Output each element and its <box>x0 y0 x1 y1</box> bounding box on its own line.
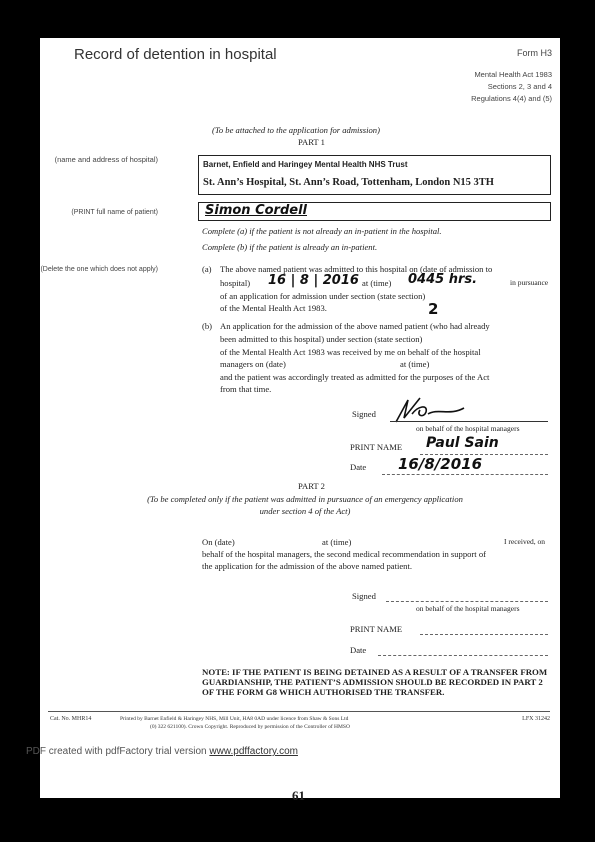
option-a-line1: The above named patient was admitted to this hospital on (date of admission to <box>220 264 493 274</box>
date-line-1 <box>382 474 548 475</box>
admission-time: 0445 hrs. <box>408 272 478 287</box>
delete-label: (Delete the one which does not apply) <box>40 266 158 273</box>
date-line-2 <box>378 655 548 656</box>
hospital-trust: Barnet, Enfield and Haringey Mental Health NHS Trust <box>203 160 408 169</box>
hospital-address: St. Ann’s Hospital, St. Ann’s Road, Tottenham, London N15 3TH <box>203 177 494 188</box>
option-a-line3: of an application for admission under section (state section) <box>220 291 426 301</box>
attach-note: (To be attached to the application for admission) <box>212 125 380 135</box>
form-title: Record of detention in hospital <box>74 46 277 63</box>
section-number: 2 <box>428 300 439 318</box>
date-label-1: Date <box>350 462 367 472</box>
signed-line-1 <box>390 421 548 422</box>
option-b-marker: (b) <box>202 321 213 331</box>
signed-label-2: Signed <box>352 591 376 601</box>
transfer-note: NOTE: IF THE PATIENT IS BEING DETAINED AS A RESULT OF A TRANSFER FROM GUARDIANSHIP, THE PATIENT’S ADMISSION SHOULD BE RECORDED IN PART 2 OF THE FORM G8 WHICH AUTHORISED THE TRANSFER. <box>202 667 548 697</box>
act-line-2: Sections 2, 3 and 4 <box>487 82 552 91</box>
pdf-notice-link[interactable]: www.pdffactory.com <box>209 746 298 757</box>
option-b-line1: An application for the admission of the above named patient (who had already <box>220 321 490 331</box>
option-b-line2: been admitted to this hospital) under section (state section) <box>220 334 423 344</box>
part2-line2: behalf of the hospital managers, the second medical recommendation in support of <box>202 549 486 559</box>
form-code: Form H3 <box>516 48 552 58</box>
option-a-line2: hospital) <box>220 278 251 288</box>
option-a-marker: (a) <box>202 264 212 274</box>
signed-label-1: Signed <box>352 409 376 419</box>
option-a-pursuance: in pursuance <box>510 278 549 287</box>
option-a-line4: of the Mental Health Act 1983. <box>220 303 327 313</box>
option-b-line3: of the Mental Health Act 1983 was received by me on behalf of the hospital <box>220 347 481 357</box>
footer-cat: Cat. No. MHR14 <box>50 716 92 722</box>
part2-on-date: On (date) <box>202 537 235 547</box>
pdf-notice-text: PDF created with pdfFactory trial version <box>26 746 210 757</box>
option-b-line4: managers on (date) <box>220 359 286 369</box>
option-b-line6: from that time. <box>220 384 272 394</box>
pdf-notice <box>26 746 298 757</box>
page-number: 61 <box>292 788 305 803</box>
option-a-time-label: at (time) <box>362 278 392 288</box>
patient-label: (PRINT full name of patient) <box>71 209 158 216</box>
act-line-1: Mental Health Act 1983 <box>474 70 552 79</box>
print-name-label-1: PRINT NAME <box>350 442 403 452</box>
signed-line-2 <box>386 601 548 602</box>
footer-ref: LFX 31242 <box>522 716 550 722</box>
part1-heading: PART 1 <box>298 137 325 147</box>
date-label-2: Date <box>350 645 367 655</box>
hospital-box <box>198 155 551 195</box>
option-b-line5: and the patient was accordingly treated as admitted for the purposes of the Act <box>220 372 490 382</box>
print-name-label-2: PRINT NAME <box>350 624 403 634</box>
footer-rule <box>48 711 550 712</box>
act-line-3: Regulations 4(4) and (5) <box>471 94 552 103</box>
print-name-line-2 <box>420 634 548 635</box>
instruction-a: Complete (a) if the patient is not already an in-patient in the hospital. <box>202 226 442 236</box>
part2-received: I received, on <box>504 537 546 546</box>
behalf-label-2: on behalf of the hospital managers <box>416 604 520 613</box>
date-value-1: 16/8/2016 <box>398 455 483 473</box>
footer-crown: (0) 322 621100). Crown Copyright. Reproduced by permission of the Controller of HMSO <box>150 724 350 730</box>
part2-at-time: at (time) <box>322 537 352 547</box>
hospital-label: (name and address of hospital) <box>54 155 158 164</box>
footer-printed: Printed by Barnet Enfield & Haringey NHS, Mill Unit, HA8 0AD under licence from Shaw & Sons Ltd <box>120 716 349 722</box>
behalf-label-1: on behalf of the hospital managers <box>416 424 520 433</box>
part2-line3: the application for the admission of the above named patient. <box>202 561 413 571</box>
patient-box <box>198 202 551 221</box>
part2-intro: (To be completed only if the patient was admitted in pursuance of an emergency application under section 4 of the Act) <box>147 494 463 516</box>
form-page <box>26 38 560 803</box>
option-b-line4-time: at (time) <box>400 359 430 369</box>
instruction-b: Complete (b) if the patient is already an in-patient. <box>202 242 378 252</box>
patient-name: Simon Cordell <box>205 203 307 218</box>
print-name-value-1: Paul Sain <box>426 435 499 451</box>
admission-date: 16 | 8 | 2016 <box>268 273 359 288</box>
part2-heading: PART 2 <box>298 481 325 491</box>
